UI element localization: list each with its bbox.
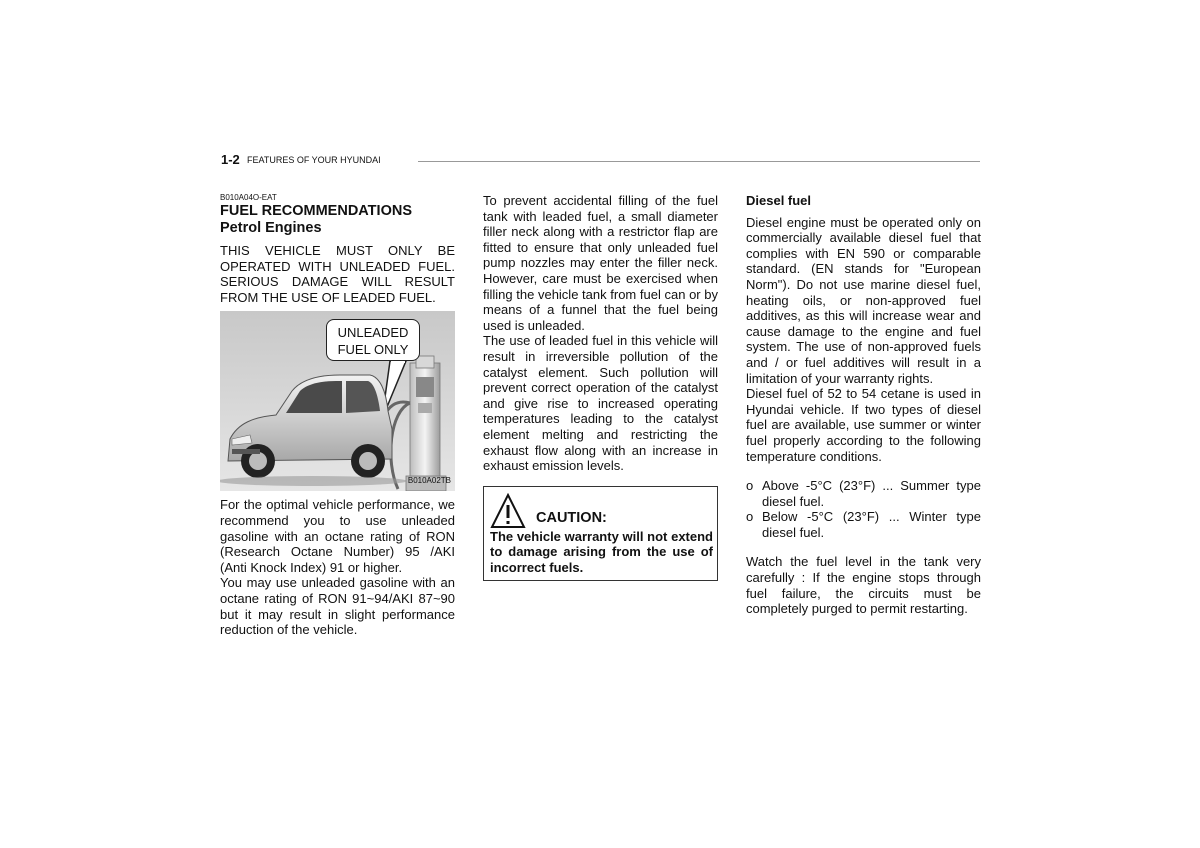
list-text: Above -5°C (23°F) ... Summer type diesel fuel. [762, 478, 981, 509]
unleaded-fuel-callout [326, 319, 420, 361]
list-text: Below -5°C (23°F) ... Winter type diesel fuel. [762, 509, 981, 540]
unleaded-warning: THIS VEHICLE MUST ONLY BE OPERATED WITH UNLEADED FUEL. SERIOUS DAMAGE WILL RESULT FROM THE USE OF LEADED FUEL. [220, 243, 455, 305]
caution-body: The vehicle warranty will not extend to damage arising from the use of incorrect fuels. [490, 528, 713, 575]
filler-neck-paragraph: To prevent accidental filling of the fuel tank with leaded fuel, a small diameter filler neck along with a restrictor flap are fitted to ensure that only unleaded fuel pump nozzles may enter the filler neck. However, care must be exercised when filling the vehicle tank from fuel can or by means of a funnel that the fuel being used is unleaded. [483, 193, 718, 333]
cetane-paragraph: Diesel fuel of 52 to 54 cetane is used in Hyundai vehicle. If two types of diesel fuel are available, use summer or winter fuel properly according to the following temperature conditions. [746, 386, 981, 464]
list-item [746, 509, 981, 540]
temperature-list [746, 478, 981, 540]
list-marker: o [746, 509, 754, 525]
section-code: B010A04O-EAT [220, 193, 277, 202]
section-title: FEATURES OF YOUR HYUNDAI [247, 155, 381, 165]
list-marker: o [746, 478, 754, 494]
column-1 [220, 193, 455, 638]
section-subheading: Petrol Engines [220, 220, 322, 236]
caution-box [483, 486, 718, 581]
unleaded-fuel-figure [220, 311, 455, 491]
list-item [746, 478, 981, 509]
octane-alternative-paragraph: You may use unleaded gasoline with an octane rating of RON 91~94/AKI 87~90 but it may result in slight performance reduction of the vehicle. [220, 575, 455, 638]
warning-triangle-icon [490, 493, 526, 529]
octane-paragraph: For the optimal vehicle performance, we recommend you to use unleaded gasoline with an octane rating of RON (Research Octane Number) 95 /AKI (Anti Knock Index) 91 or higher. [220, 497, 455, 575]
page-number: 1-2 [221, 152, 240, 167]
diesel-standard-paragraph: Diesel engine must be operated only on commercially available diesel fuel that complies with EN 590 or comparable standard. (EN stands for "European Norm"). Do not use marine diesel fuel, heating oils, or non-approved fuel additives, as this will increase wear and cause damage to the engine and fuel system. The use of non-approved fuels and / or fuel additives will result in a limitation of your warranty rights. [746, 214, 981, 386]
header-divider [418, 161, 980, 162]
caution-title: CAUTION: [536, 510, 607, 527]
figure-code: B010A02TB [407, 475, 451, 485]
fuel-level-paragraph: Watch the fuel level in the tank very carefully : If the engine stops through fuel failure, the circuits must be completely purged to permit restarting. [746, 554, 981, 617]
column-2 [483, 193, 718, 581]
column-3 [746, 193, 981, 617]
diesel-heading: Diesel fuel [746, 193, 812, 208]
section-heading: FUEL RECOMMENDATIONS [220, 203, 412, 219]
callout-line-1: UNLEADED [337, 325, 409, 341]
catalyst-paragraph: The use of leaded fuel in this vehicle will result in irreversible pollution of the catalyst element. Such pollution will prevent correct operation of the catalyst and give rise to increased operating temperatures leading to the catalyst element melting and restricting the exhaust flow along with an increase in exhaust emission levels. [483, 333, 718, 474]
callout-line-2: FUEL ONLY [337, 342, 409, 358]
